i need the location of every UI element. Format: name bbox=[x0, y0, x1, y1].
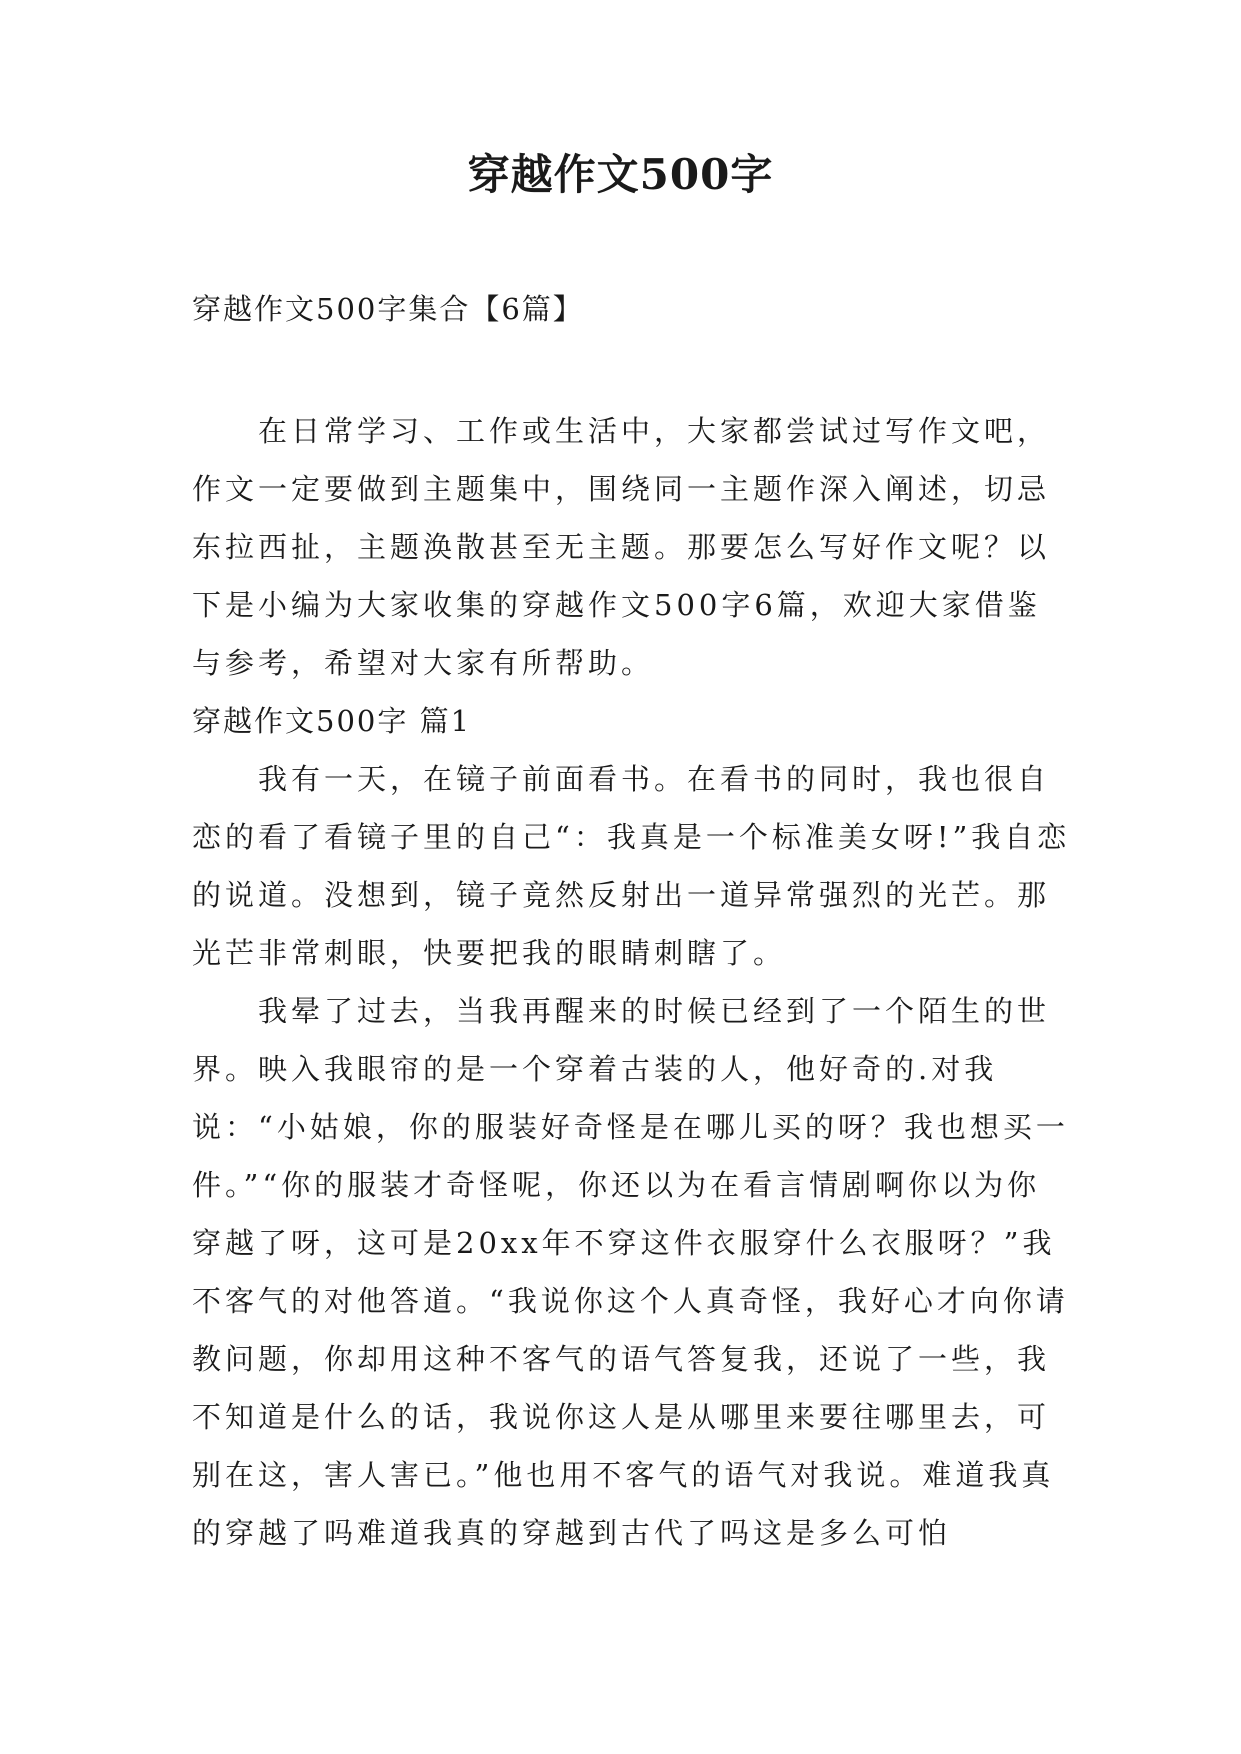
document-title: 穿越作文500字 bbox=[467, 150, 774, 199]
body-paragraph: 我晕了过去，当我再醒来的时候已经到了一个陌生的世界。映入我眼帘的是一个穿着古装的人，他好奇的.对我说：“小姑娘，你的服装好奇怪是在哪儿买的呀？我也想买一件。”“你的服装才奇怪呢，你还以为在看言情剧啊你以为你穿越了呀，这可是20xx年不穿这件衣服穿什么衣服呀？”我不客气的对他答道。“我说你这个人真奇怪，我好心才向你请教问题，你却用这种不客气的语气答复我，还说了一些，我不知道是什么的话，我说你这人是从哪里来要往哪里去，可别在这，害人害已。”他也用不客气的语气对我说。难道我真的穿越了吗难道我真的穿越到古代了吗这是多么可怕 bbox=[192, 994, 1069, 1550]
section-heading: 穿越作文500字 篇1 bbox=[192, 704, 472, 738]
body-paragraph: 我有一天，在镜子前面看书。在看书的同时，我也很自恋的看了看镜子里的自己“：我真是一个标准美女呀!”我自恋的说道。没想到，镜子竟然反射出一道异常强烈的光芒。那光芒非常刺眼，快要把我的眼睛刺瞎了。 bbox=[192, 762, 1071, 970]
document-body bbox=[192, 402, 1072, 1562]
document-subtitle: 穿越作文500字集合【6篇】 bbox=[192, 292, 584, 326]
intro-paragraph: 在日常学习、工作或生活中，大家都尝试过写作文吧，作文一定要做到主题集中，围绕同一主题作深入阐述，切忌东拉西扯，主题涣散甚至无主题。那要怎么写好作文呢？以下是小编为大家收集的穿越作文500字6篇，欢迎大家借鉴与参考，希望对大家有所帮助。 bbox=[192, 414, 1051, 680]
